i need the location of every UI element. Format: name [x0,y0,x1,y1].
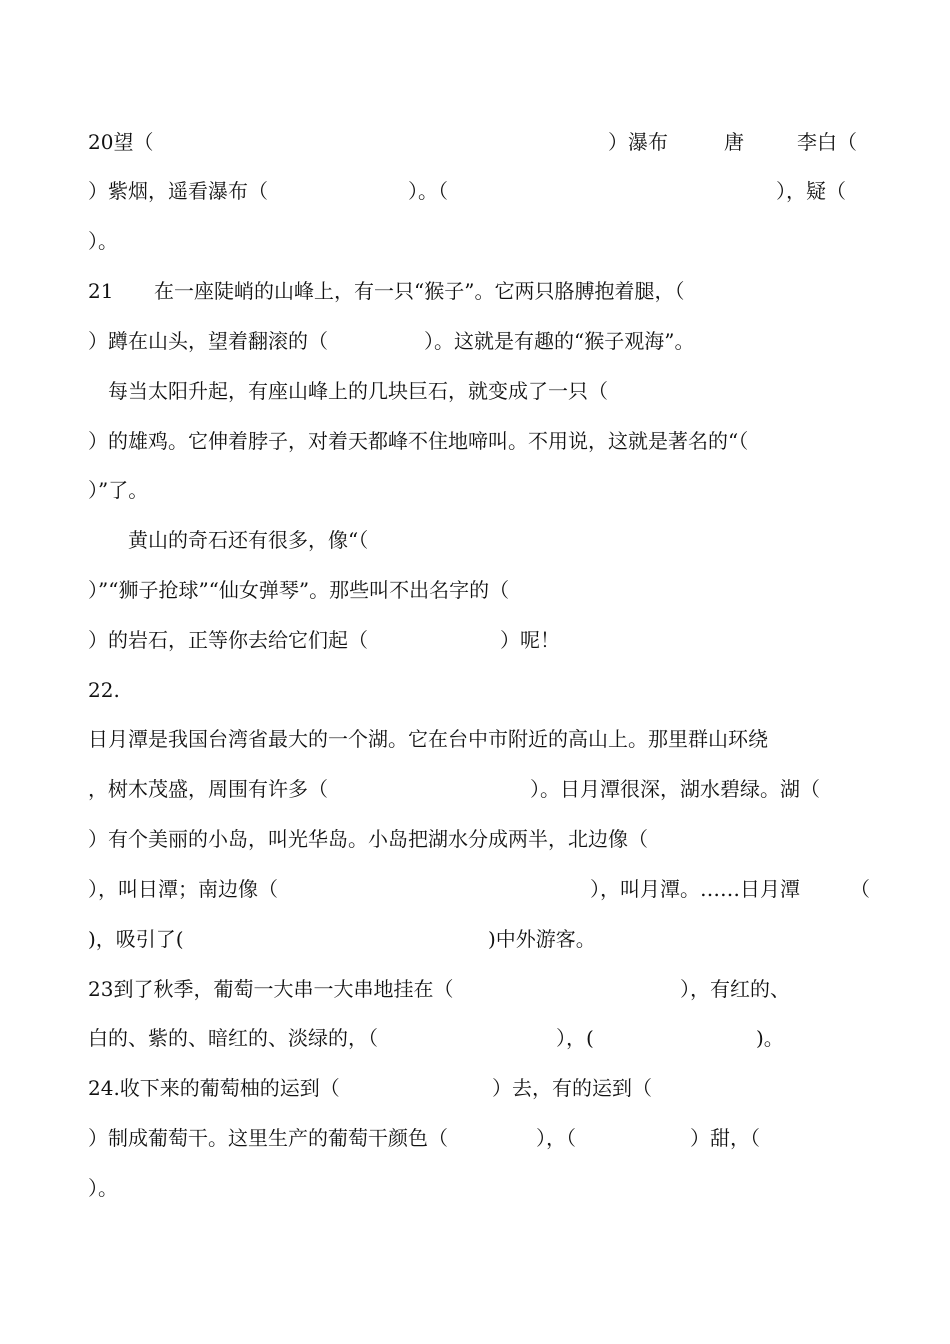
q21-line8-start: ）的岩石，正等你去给它们起（ [88,628,368,652]
q22-line4-mid: ），叫月潭。……日月潭 [590,877,800,901]
q21-line2-end: ）。这就是有趣的“猴子观海”。 [424,329,695,353]
q23-line2-mid: ），( [556,1026,594,1050]
q21-line6: 黄山的奇石还有很多，像“（ [128,528,369,552]
q24-line2-start: ）制成葡萄干。这里生产的葡萄干颜色（ [88,1126,448,1150]
q21-line7: ）”“狮子抢球”“仙女弹琴”。那些叫不出名字的（ [88,578,510,602]
q20-line1-waterfall: ）瀑布 [608,130,668,154]
q22-number: 22. [88,678,120,702]
q23-line2-end: )。 [756,1026,784,1050]
q21-line4: ）的雄鸡。它伸着脖子，对着天都峰不住地啼叫。不用说，这就是著名的“（ [88,429,749,453]
q21-line8-end: ）呢！ [500,628,560,652]
q21-line3: 每当太阳升起，有座山峰上的几块巨石，就变成了一只（ [108,379,608,403]
q22-line2-end: ）。日月潭很深，湖水碧绿。湖（ [530,777,820,801]
q22-line4-end: （ [850,877,870,901]
q21-line2-start: ）蹲在山头，望着翻滚的（ [88,329,328,353]
q20-line2-mid: ）。（ [408,179,448,203]
q22-line3: ）有个美丽的小岛，叫光华岛。小岛把湖水分成两半，北边像（ [88,827,648,851]
q23-line1-end: ），有红的、 [680,977,790,1001]
q23-line2-start: 白的、紫的、暗红的、淡绿的，（ [88,1026,378,1050]
q24-line2-end: ）甜，（ [690,1126,760,1150]
q20-line2-end: ），疑（ [776,179,846,203]
q22-line5-start: )，吸引了( [88,927,184,951]
q20-author: 李白（ [797,130,857,154]
q20-dynasty: 唐 [724,130,744,154]
q24-line3: ）。 [88,1176,118,1200]
q20-line2-start: ）紫烟，遥看瀑布（ [88,179,268,203]
q22-line2-start: ，树木茂盛，周围有许多（ [88,777,328,801]
q20-line1-start: 20望（ [88,130,154,154]
q24-line1-end: ）去，有的运到（ [492,1076,652,1100]
q22-line4-start: ），叫日潭；南边像（ [88,877,278,901]
q24-line1-start: 24.收下来的葡萄柚的运到（ [88,1076,340,1100]
q22-line5-end: )中外游客。 [488,927,596,951]
q24-line2-mid: ），（ [536,1126,576,1150]
q21-line5: ）”了。 [88,478,149,502]
q21-number: 21 [88,279,114,303]
q21-line1: 在一座陡峭的山峰上，有一只“猴子”。它两只胳膊抱着腿，（ [154,279,685,303]
q22-line1: 日月潭是我国台湾省最大的一个湖。它在台中市附近的高山上。那里群山环绕 [88,727,768,751]
q20-line3: ）。 [88,229,118,253]
q23-line1-start: 23到了秋季，葡萄一大串一大串地挂在（ [88,977,454,1001]
